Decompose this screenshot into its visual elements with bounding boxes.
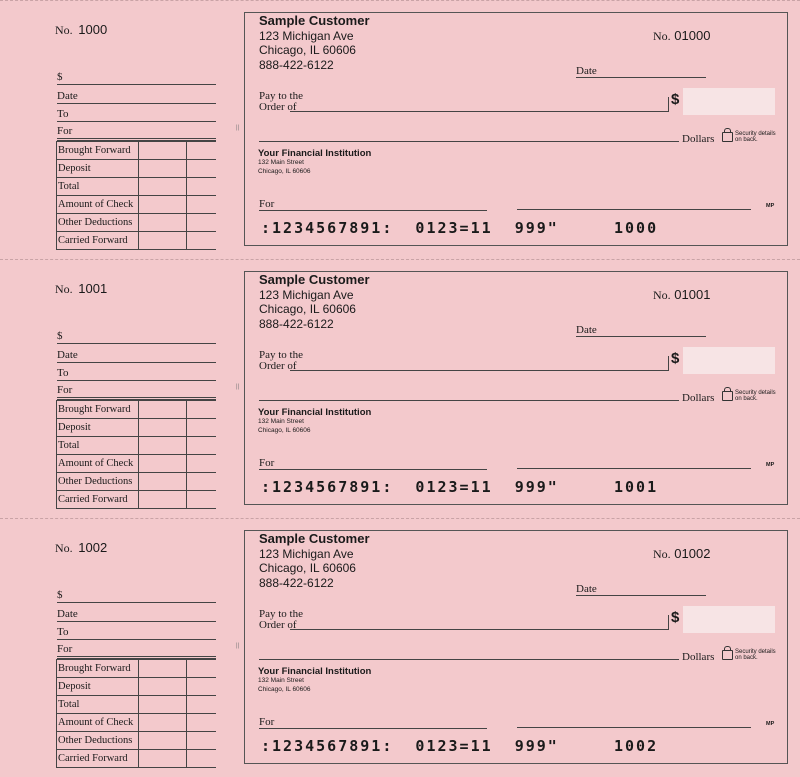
customer-name: Sample Customer: [259, 531, 370, 546]
amount-box[interactable]: [683, 88, 775, 115]
stub-date-line[interactable]: [57, 607, 216, 622]
stub-amount-label: $: [57, 71, 63, 83]
check-number-label: No.: [653, 547, 671, 561]
stub-number: [55, 281, 107, 297]
customer-name: Sample Customer: [259, 272, 370, 287]
stub-ledger: [56, 400, 216, 509]
ledger-row: [57, 196, 217, 214]
payee-field[interactable]: [290, 356, 669, 371]
ledger-cell[interactable]: [187, 232, 217, 250]
ledger-row: [57, 660, 217, 678]
lock-icon: [722, 132, 733, 142]
ledger-row: [57, 178, 217, 196]
ledger-cell[interactable]: [187, 214, 217, 232]
bank-street: 132 Main Street: [258, 159, 304, 166]
ledger-label: Amount of Check: [57, 455, 139, 473]
ledger-cell[interactable]: [187, 437, 217, 455]
micr-line: :1234567891: 0123=11 999" 1000: [261, 219, 659, 237]
ledger-row: [57, 696, 217, 714]
micr-line: :1234567891: 0123=11 999" 1002: [261, 737, 659, 755]
ledger-cell[interactable]: [139, 401, 187, 419]
bank-city: Chicago, IL 60606: [258, 168, 311, 175]
lock-icon: [722, 391, 733, 401]
pay-to-line-1: Pay to the: [259, 349, 303, 361]
customer-block: [259, 532, 370, 590]
dollar-sign: $: [671, 609, 680, 626]
ledger-cell[interactable]: [139, 678, 187, 696]
check-body: [236, 530, 788, 764]
date-label: Date: [576, 583, 597, 595]
check-stub: [0, 518, 232, 777]
ledger-cell[interactable]: [187, 678, 217, 696]
stub-date-line[interactable]: [57, 89, 216, 104]
customer-block: [259, 14, 370, 72]
perforation-mark: ||: [236, 643, 240, 649]
ledger-label: Amount of Check: [57, 714, 139, 732]
ledger-label: Brought Forward: [57, 660, 139, 678]
stub-to-line[interactable]: [57, 625, 216, 640]
ledger-label: Carried Forward: [57, 491, 139, 509]
ledger-cell[interactable]: [139, 437, 187, 455]
ledger-cell[interactable]: [139, 419, 187, 437]
memo-label: For: [259, 198, 275, 210]
stub-for-line[interactable]: [57, 124, 216, 141]
check-body: [236, 12, 788, 246]
date-label: Date: [576, 324, 597, 336]
memo-field[interactable]: [259, 196, 487, 211]
ledger-row: [57, 419, 217, 437]
ledger-row: [57, 491, 217, 509]
bank-block: [258, 408, 371, 435]
ledger-row: [57, 401, 217, 419]
ledger-cell[interactable]: [139, 750, 187, 768]
mp-mark: MP: [766, 462, 775, 468]
ledger-row: [57, 714, 217, 732]
memo-label: For: [259, 457, 275, 469]
ledger-label: Deposit: [57, 678, 139, 696]
customer-phone: 888-422-6122: [259, 316, 334, 331]
ledger-cell[interactable]: [187, 732, 217, 750]
ledger-cell[interactable]: [139, 232, 187, 250]
dollars-label: Dollars: [682, 651, 715, 663]
ledger-cell[interactable]: [139, 491, 187, 509]
stub-ledger: [56, 141, 216, 250]
ledger-cell[interactable]: [139, 660, 187, 678]
lock-icon: [722, 650, 733, 660]
ledger-row: [57, 732, 217, 750]
stub-number-label: No.: [55, 23, 73, 37]
ledger-label: Amount of Check: [57, 196, 139, 214]
customer-phone: 888-422-6122: [259, 575, 334, 590]
date-field[interactable]: [576, 322, 706, 337]
ledger-cell[interactable]: [187, 142, 217, 160]
ledger-cell[interactable]: [139, 160, 187, 178]
bank-name: Your Financial Institution: [258, 407, 372, 418]
ledger-cell[interactable]: [187, 491, 217, 509]
security-note-line-1: Security details: [735, 649, 776, 655]
bank-street: 132 Main Street: [258, 677, 304, 684]
ledger-cell[interactable]: [139, 142, 187, 160]
check-row: [0, 259, 800, 518]
signature-line[interactable]: [517, 199, 751, 210]
stub-amount-line[interactable]: [57, 70, 216, 85]
pay-to-line-2: Order of: [259, 619, 297, 631]
bank-city: Chicago, IL 60606: [258, 427, 311, 434]
ledger-cell[interactable]: [187, 160, 217, 178]
signature-line[interactable]: [517, 458, 751, 469]
ledger-cell[interactable]: [139, 178, 187, 196]
customer-name: Sample Customer: [259, 13, 370, 28]
written-amount-field[interactable]: [259, 127, 679, 142]
amount-box[interactable]: [683, 347, 775, 374]
bank-name: Your Financial Institution: [258, 148, 372, 159]
ledger-cell[interactable]: [187, 178, 217, 196]
memo-field[interactable]: [259, 714, 487, 729]
stub-number-value: 1002: [78, 540, 108, 555]
ledger-cell[interactable]: [139, 732, 187, 750]
stub-to-line[interactable]: [57, 107, 216, 122]
ledger-label: Deposit: [57, 160, 139, 178]
ledger-row: [57, 473, 217, 491]
ledger-label: Deposit: [57, 419, 139, 437]
stub-date-label: Date: [57, 608, 78, 620]
written-amount-field[interactable]: [259, 386, 679, 401]
ledger-cell[interactable]: [187, 660, 217, 678]
written-amount-field[interactable]: [259, 645, 679, 660]
ledger-cell[interactable]: [187, 714, 217, 732]
stub-date-line[interactable]: [57, 348, 216, 363]
ledger-row: [57, 437, 217, 455]
ledger-row: [57, 678, 217, 696]
customer-address-1: 123 Michigan Ave: [259, 546, 354, 561]
mp-mark: MP: [766, 721, 775, 727]
dollar-sign: $: [671, 350, 680, 367]
ledger-cell[interactable]: [187, 196, 217, 214]
ledger-label: Brought Forward: [57, 401, 139, 419]
check-number-label: No.: [653, 288, 671, 302]
ledger-label: Carried Forward: [57, 750, 139, 768]
dollars-label: Dollars: [682, 392, 715, 404]
stub-number-label: No.: [55, 282, 73, 296]
pay-to-line-1: Pay to the: [259, 90, 303, 102]
date-label: Date: [576, 65, 597, 77]
perforation-mark: ||: [236, 125, 240, 131]
ledger-row: [57, 750, 217, 768]
stub-for-line[interactable]: [57, 642, 216, 659]
ledger-cell[interactable]: [187, 750, 217, 768]
ledger-label: Carried Forward: [57, 232, 139, 250]
mp-mark: MP: [766, 203, 775, 209]
stub-number-value: 1000: [78, 22, 108, 37]
ledger-cell[interactable]: [187, 473, 217, 491]
check-number-value: 01002: [674, 546, 711, 561]
pay-to-line-2: Order of: [259, 360, 297, 372]
bank-name: Your Financial Institution: [258, 666, 372, 677]
micr-line: :1234567891: 0123=11 999" 1001: [261, 478, 659, 496]
customer-address-2: Chicago, IL 60606: [259, 561, 356, 575]
payee-field[interactable]: [290, 97, 669, 112]
ledger-cell[interactable]: [139, 214, 187, 232]
ledger-cell[interactable]: [187, 401, 217, 419]
check-row: [0, 0, 800, 259]
stub-to-line[interactable]: [57, 366, 216, 381]
stub-number-value: 1001: [78, 281, 108, 296]
customer-address-2: Chicago, IL 60606: [259, 302, 356, 316]
security-note-line-1: Security details: [735, 131, 776, 137]
customer-address-1: 123 Michigan Ave: [259, 287, 354, 302]
stub-for-label: For: [57, 643, 73, 655]
ledger-cell[interactable]: [187, 419, 217, 437]
ledger-cell[interactable]: [139, 455, 187, 473]
ledger-label: Other Deductions: [57, 473, 139, 491]
stub-number-label: No.: [55, 541, 73, 555]
ledger-row: [57, 232, 217, 250]
ledger-row: [57, 455, 217, 473]
check-body: [236, 271, 788, 505]
stub-date-label: Date: [57, 90, 78, 102]
check-number-label: No.: [653, 29, 671, 43]
dollars-label: Dollars: [682, 133, 715, 145]
security-note: [735, 649, 776, 661]
signature-line[interactable]: [517, 717, 751, 728]
check-number-value: 01001: [674, 287, 711, 302]
ledger-label: Brought Forward: [57, 142, 139, 160]
ledger-row: [57, 214, 217, 232]
date-field[interactable]: [576, 581, 706, 596]
ledger-cell[interactable]: [139, 196, 187, 214]
ledger-cell[interactable]: [139, 714, 187, 732]
memo-label: For: [259, 716, 275, 728]
customer-address-1: 123 Michigan Ave: [259, 28, 354, 43]
security-note: [735, 131, 776, 143]
ledger-label: Other Deductions: [57, 732, 139, 750]
memo-field[interactable]: [259, 455, 487, 470]
stub-for-line[interactable]: [57, 383, 216, 400]
stub-for-label: For: [57, 384, 73, 396]
ledger-label: Total: [57, 696, 139, 714]
security-note: [735, 390, 776, 402]
bank-block: [258, 149, 371, 176]
check-number: [653, 287, 710, 303]
stub-number: [55, 540, 107, 556]
stub-ledger: [56, 659, 216, 768]
amount-box[interactable]: [683, 606, 775, 633]
payee-field[interactable]: [290, 615, 669, 630]
perforation-mark: ||: [236, 384, 240, 390]
pay-to-line-2: Order of: [259, 101, 297, 113]
date-field[interactable]: [576, 63, 706, 78]
stub-amount-line[interactable]: [57, 588, 216, 603]
stub-number: [55, 22, 107, 38]
security-note-line-2: on back.: [735, 137, 758, 143]
security-note-line-2: on back.: [735, 655, 758, 661]
security-note-line-1: Security details: [735, 390, 776, 396]
pay-to-line-1: Pay to the: [259, 608, 303, 620]
ledger-row: [57, 142, 217, 160]
stub-amount-line[interactable]: [57, 329, 216, 344]
security-note-line-2: on back.: [735, 396, 758, 402]
ledger-label: Total: [57, 178, 139, 196]
customer-address-2: Chicago, IL 60606: [259, 43, 356, 57]
ledger-cell[interactable]: [187, 696, 217, 714]
customer-block: [259, 273, 370, 331]
dollar-sign: $: [671, 91, 680, 108]
stub-amount-label: $: [57, 330, 63, 342]
check-row: [0, 518, 800, 777]
ledger-label: Total: [57, 437, 139, 455]
bank-city: Chicago, IL 60606: [258, 686, 311, 693]
stub-to-label: To: [57, 626, 69, 638]
ledger-cell[interactable]: [139, 696, 187, 714]
check-stub: [0, 0, 232, 259]
check-number-value: 01000: [674, 28, 711, 43]
customer-phone: 888-422-6122: [259, 57, 334, 72]
ledger-cell[interactable]: [187, 455, 217, 473]
bank-street: 132 Main Street: [258, 418, 304, 425]
stub-to-label: To: [57, 108, 69, 120]
check-number: [653, 546, 710, 562]
stub-to-label: To: [57, 367, 69, 379]
stub-date-label: Date: [57, 349, 78, 361]
check-number: [653, 28, 710, 44]
ledger-cell[interactable]: [139, 473, 187, 491]
check-stub: [0, 259, 232, 518]
stub-amount-label: $: [57, 589, 63, 601]
ledger-row: [57, 160, 217, 178]
stub-for-label: For: [57, 125, 73, 137]
ledger-label: Other Deductions: [57, 214, 139, 232]
bank-block: [258, 667, 371, 694]
